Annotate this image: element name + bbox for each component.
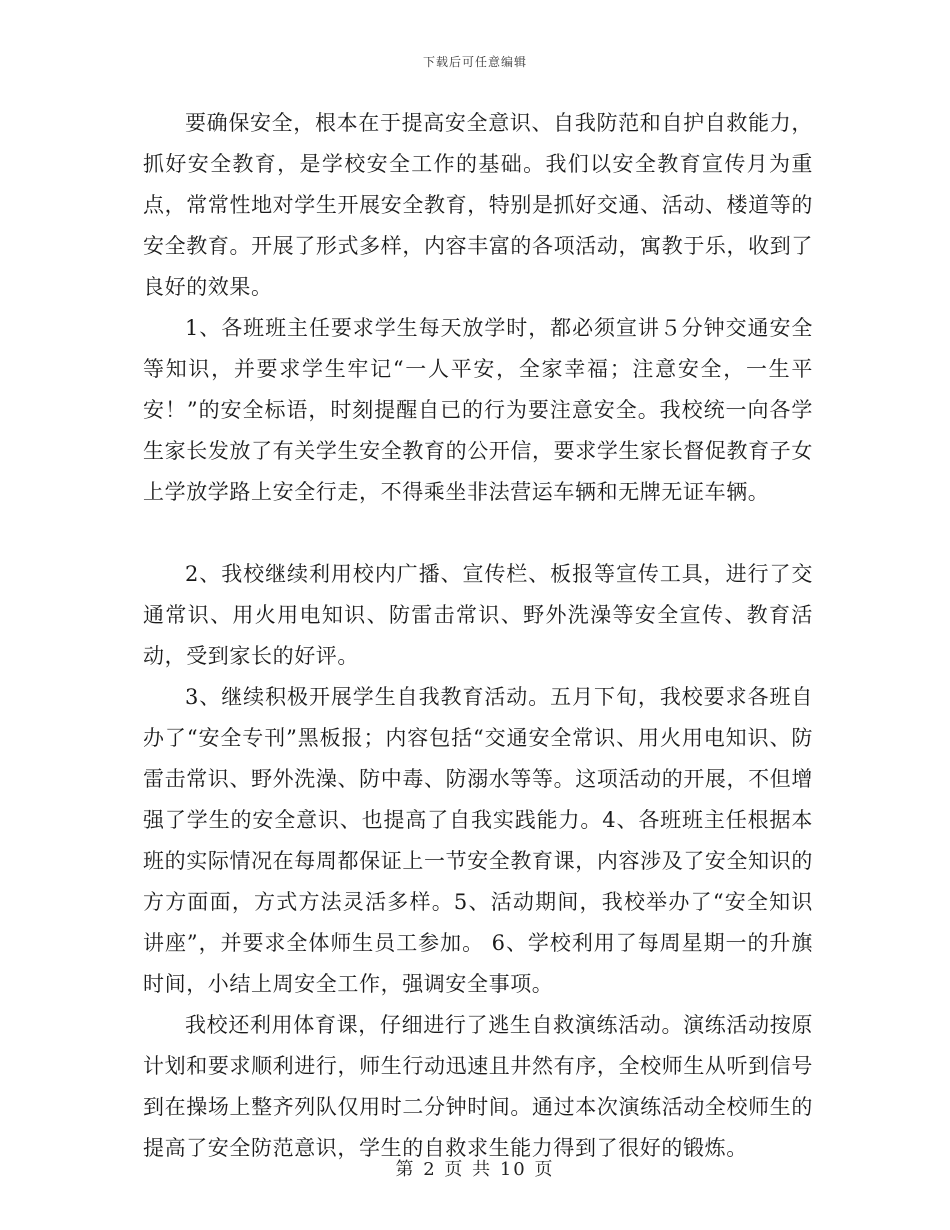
paragraph-item-1: 1、各班班主任要求学生每天放学时，都必须宣讲５分钟交通安全等知识，并要求学生牢记“一人平安，全家幸福；注意安全，一生平安！”的安全标语，时刻提醒自已的行为要注意安全。我校统一向各学生家长发放了有关学生安全教育的公开信，要求学生家长督促教育子女上学放学路上安全行走，不得乘坐非法营运车辆和无牌无证车辆。 xyxy=(143,316,813,504)
paragraph-gap xyxy=(143,513,813,554)
paragraph-drill: 我校还利用体育课，仔细进行了逃生自救演练活动。演练活动按原计划和要求顺利进行，师生行动迅速且井然有序，全校师生从听到信号到在操场上整齐列队仅用时二分钟时间。通过本次演练活动全校师生的提高了安全防范意识，学生的自救求生能力得到了很好的锻炼。 xyxy=(143,1013,813,1160)
paragraph-intro: 要确保安全，根本在于提高安全意识、自我防范和自护自救能力，抓好安全教育，是学校安全工作的基础。我们以安全教育宣传月为重点，常常性地对学生开展安全教育，特别是抓好交通、活动、楼道等的安全教育。开展了形式多样，内容丰富的各项活动，寓教于乐，收到了良好的效果。 xyxy=(143,111,813,299)
page-number: 第 2 页 共 10 页 xyxy=(395,1159,555,1180)
page-header: 下载后可任意编辑 xyxy=(422,55,527,69)
paragraph-item-3: 3、继续积极开展学生自我教育活动。五月下旬，我校要求各班自办了“安全专刊”黑板报；内容包括“交通安全常识、用火用电知识、防雷击常识、野外洗澡、防中毒、防溺水等等。这项活动的开展，不但增强了学生的安全意识、也提高了自我实践能力。4、各班班主任根据本班的实际情况在每周都保证上一节安全教育课，内容涉及了安全知识的方方面面，方式方法灵活多样。5、活动期间，我校举办了“安全知识讲座”，并要求全体师生员工参加。 6、学校利用了每周星期一的升旗时间，小结上周安全工作，强调安全事项。 xyxy=(143,685,813,996)
document-body xyxy=(143,103,813,1169)
paragraph-item-2: 2、我校继续利用校内广播、宣传栏、板报等宣传工具，进行了交通常识、用火用电知识、防雷击常识、野外洗澡等安全宣传、教育活动，受到家长的好评。 xyxy=(143,562,813,668)
